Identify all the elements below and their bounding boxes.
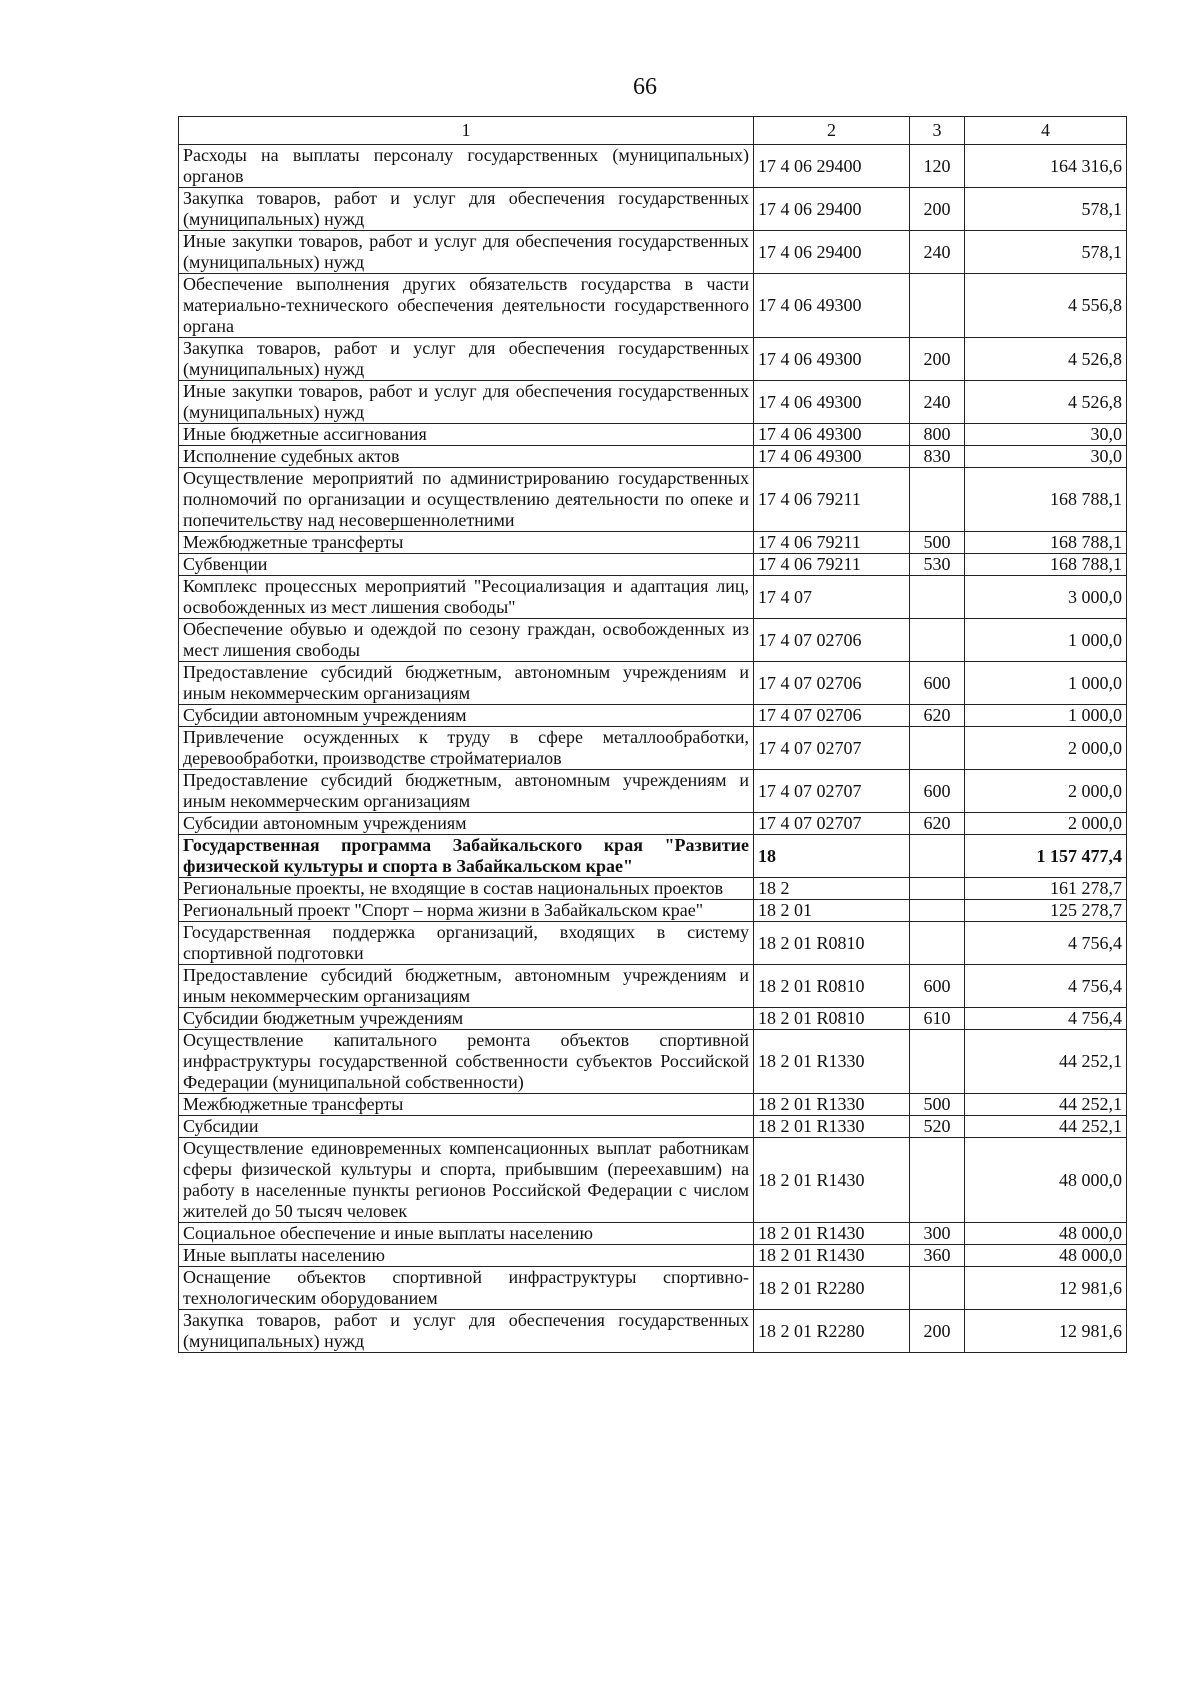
row-code: 17 4 06 79211 (754, 468, 910, 532)
row-expense-type (910, 468, 965, 532)
table-row (179, 468, 1127, 532)
row-expense-type: 620 (910, 705, 965, 727)
row-code: 17 4 07 02707 (754, 770, 910, 813)
table-row (179, 231, 1127, 274)
row-code: 17 4 07 02707 (754, 813, 910, 835)
row-amount: 44 252,1 (965, 1094, 1127, 1116)
row-amount: 44 252,1 (965, 1030, 1127, 1094)
row-amount: 4 556,8 (965, 274, 1127, 338)
budget-table (178, 116, 1127, 1353)
row-expense-type (910, 922, 965, 965)
row-amount: 2 000,0 (965, 727, 1127, 770)
row-amount: 3 000,0 (965, 576, 1127, 619)
row-amount: 168 788,1 (965, 554, 1127, 576)
row-amount: 4 756,4 (965, 1008, 1127, 1030)
table-row (179, 1116, 1127, 1138)
table-row (179, 1223, 1127, 1245)
table-row (179, 727, 1127, 770)
row-code: 17 4 06 29400 (754, 188, 910, 231)
row-name: Обеспечение обувью и одеждой по сезону граждан, освобожденных из мест лишения свободы (179, 619, 754, 662)
row-code: 18 2 01 R1430 (754, 1138, 910, 1223)
row-code: 18 2 01 R0810 (754, 1008, 910, 1030)
table-row (179, 446, 1127, 468)
table-row (179, 338, 1127, 381)
row-amount: 4 756,4 (965, 922, 1127, 965)
row-amount: 1 000,0 (965, 705, 1127, 727)
table-row (179, 274, 1127, 338)
table-header-row (179, 117, 1127, 145)
row-code: 18 2 01 R2280 (754, 1267, 910, 1310)
row-expense-type: 610 (910, 1008, 965, 1030)
header-col-4: 4 (965, 117, 1127, 145)
row-name: Расходы на выплаты персоналу государственных (муниципальных) органов (179, 145, 754, 188)
row-expense-type (910, 1138, 965, 1223)
row-name: Осуществление единовременных компенсационных выплат работникам сферы физической культуры и спорта, прибывшим (переехавшим) на работу в населенные пункты регионов Российской Федерации с числом жителей до 50 тысяч человек (179, 1138, 754, 1223)
row-name: Иные закупки товаров, работ и услуг для обеспечения государственных (муниципальных) нужд (179, 231, 754, 274)
row-expense-type: 830 (910, 446, 965, 468)
row-code: 18 2 01 R1330 (754, 1116, 910, 1138)
row-code: 17 4 06 49300 (754, 446, 910, 468)
row-code: 17 4 06 79211 (754, 532, 910, 554)
row-name: Комплекс процессных мероприятий "Ресоциализация и адаптация лиц, освобожденных из мест лишения свободы" (179, 576, 754, 619)
row-code: 17 4 06 49300 (754, 338, 910, 381)
row-name: Предоставление субсидий бюджетным, автономным учреждениям и иным некоммерческим организациям (179, 965, 754, 1008)
row-code: 17 4 06 49300 (754, 274, 910, 338)
row-expense-type: 600 (910, 965, 965, 1008)
row-code: 17 4 06 49300 (754, 381, 910, 424)
row-name: Иные закупки товаров, работ и услуг для обеспечения государственных (муниципальных) нужд (179, 381, 754, 424)
row-amount: 4 756,4 (965, 965, 1127, 1008)
row-name: Оснащение объектов спортивной инфраструктуры спортивно-технологическим оборудованием (179, 1267, 754, 1310)
row-amount: 44 252,1 (965, 1116, 1127, 1138)
header-col-1: 1 (179, 117, 754, 145)
table-row (179, 424, 1127, 446)
table-row (179, 813, 1127, 835)
table-row (179, 835, 1127, 878)
row-name: Иные бюджетные ассигнования (179, 424, 754, 446)
table-row (179, 145, 1127, 188)
row-expense-type: 600 (910, 662, 965, 705)
table-row (179, 900, 1127, 922)
row-code: 18 2 (754, 878, 910, 900)
row-code: 18 2 01 R1430 (754, 1245, 910, 1267)
row-expense-type: 120 (910, 145, 965, 188)
row-name: Государственная поддержка организаций, входящих в систему спортивной подготовки (179, 922, 754, 965)
table-row (179, 922, 1127, 965)
row-name: Закупка товаров, работ и услуг для обеспечения государственных (муниципальных) нужд (179, 1310, 754, 1353)
table-row (179, 1245, 1127, 1267)
row-expense-type: 200 (910, 338, 965, 381)
row-name: Региональный проект "Спорт – норма жизни в Забайкальском крае" (179, 900, 754, 922)
row-expense-type: 360 (910, 1245, 965, 1267)
header-col-3: 3 (910, 117, 965, 145)
row-name: Закупка товаров, работ и услуг для обеспечения государственных (муниципальных) нужд (179, 188, 754, 231)
page-number: 66 (633, 74, 657, 100)
row-amount: 168 788,1 (965, 532, 1127, 554)
row-expense-type: 300 (910, 1223, 965, 1245)
row-code: 18 (754, 835, 910, 878)
row-expense-type: 240 (910, 231, 965, 274)
row-amount: 1 157 477,4 (965, 835, 1127, 878)
row-name: Иные выплаты населению (179, 1245, 754, 1267)
row-code: 17 4 07 02707 (754, 727, 910, 770)
row-name: Межбюджетные трансферты (179, 1094, 754, 1116)
row-amount: 30,0 (965, 446, 1127, 468)
table-row (179, 1094, 1127, 1116)
row-amount: 4 526,8 (965, 381, 1127, 424)
row-code: 18 2 01 R1430 (754, 1223, 910, 1245)
row-amount: 125 278,7 (965, 900, 1127, 922)
row-code: 18 2 01 R2280 (754, 1310, 910, 1353)
table-row (179, 662, 1127, 705)
row-name: Обеспечение выполнения других обязательств государства в части материально-технического обеспечения деятельности государственного органа (179, 274, 754, 338)
row-amount: 1 000,0 (965, 662, 1127, 705)
row-expense-type (910, 835, 965, 878)
row-name: Государственная программа Забайкальского края "Развитие физической культуры и спорта в Забайкальском крае" (179, 835, 754, 878)
row-name: Исполнение судебных актов (179, 446, 754, 468)
row-amount: 12 981,6 (965, 1310, 1127, 1353)
table-row (179, 770, 1127, 813)
row-amount: 48 000,0 (965, 1138, 1127, 1223)
table-row (179, 188, 1127, 231)
row-expense-type (910, 1267, 965, 1310)
table-row (179, 878, 1127, 900)
row-name: Предоставление субсидий бюджетным, автономным учреждениям и иным некоммерческим организациям (179, 662, 754, 705)
row-amount: 161 278,7 (965, 878, 1127, 900)
row-amount: 2 000,0 (965, 813, 1127, 835)
row-expense-type: 240 (910, 381, 965, 424)
row-expense-type (910, 878, 965, 900)
table-row (179, 705, 1127, 727)
row-expense-type: 500 (910, 1094, 965, 1116)
row-name: Осуществление мероприятий по администрированию государственных полномочий по организации и осуществлению деятельности по опеке и попечительству над несовершеннолетними (179, 468, 754, 532)
row-expense-type: 620 (910, 813, 965, 835)
row-expense-type: 500 (910, 532, 965, 554)
table-row (179, 381, 1127, 424)
table-row (179, 1030, 1127, 1094)
row-amount: 164 316,6 (965, 145, 1127, 188)
row-code: 18 2 01 R1330 (754, 1030, 910, 1094)
row-name: Привлечение осужденных к труду в сфере металлообработки, деревообработки, производстве стройматериалов (179, 727, 754, 770)
row-expense-type: 200 (910, 188, 965, 231)
row-expense-type (910, 619, 965, 662)
row-amount: 578,1 (965, 188, 1127, 231)
header-col-2: 2 (754, 117, 910, 145)
row-name: Предоставление субсидий бюджетным, автономным учреждениям и иным некоммерческим организациям (179, 770, 754, 813)
row-amount: 48 000,0 (965, 1223, 1127, 1245)
row-amount: 48 000,0 (965, 1245, 1127, 1267)
row-code: 18 2 01 R0810 (754, 922, 910, 965)
table-row (179, 576, 1127, 619)
row-amount: 1 000,0 (965, 619, 1127, 662)
row-amount: 168 788,1 (965, 468, 1127, 532)
table-row (179, 1310, 1127, 1353)
row-name: Субсидии бюджетным учреждениям (179, 1008, 754, 1030)
row-name: Субсидии (179, 1116, 754, 1138)
row-code: 17 4 07 02706 (754, 662, 910, 705)
table-row (179, 532, 1127, 554)
row-name: Осуществление капитального ремонта объектов спортивной инфраструктуры государственной собственности субъектов Российской Федерации (муниципальной собственности) (179, 1030, 754, 1094)
table-body (179, 145, 1127, 1353)
row-expense-type (910, 900, 965, 922)
table-row (179, 619, 1127, 662)
row-expense-type (910, 727, 965, 770)
row-amount: 12 981,6 (965, 1267, 1127, 1310)
table-row (179, 554, 1127, 576)
row-name: Социальное обеспечение и иные выплаты населению (179, 1223, 754, 1245)
row-code: 17 4 07 02706 (754, 619, 910, 662)
row-expense-type (910, 1030, 965, 1094)
row-name: Региональные проекты, не входящие в состав национальных проектов (179, 878, 754, 900)
row-amount: 4 526,8 (965, 338, 1127, 381)
row-expense-type: 200 (910, 1310, 965, 1353)
table-row (179, 1267, 1127, 1310)
row-expense-type: 600 (910, 770, 965, 813)
row-name: Субвенции (179, 554, 754, 576)
table-row (179, 1138, 1127, 1223)
row-expense-type: 530 (910, 554, 965, 576)
row-name: Межбюджетные трансферты (179, 532, 754, 554)
row-name: Закупка товаров, работ и услуг для обеспечения государственных (муниципальных) нужд (179, 338, 754, 381)
table-row (179, 965, 1127, 1008)
row-amount: 578,1 (965, 231, 1127, 274)
row-code: 17 4 06 49300 (754, 424, 910, 446)
row-code: 17 4 06 79211 (754, 554, 910, 576)
table-row (179, 1008, 1127, 1030)
row-expense-type (910, 274, 965, 338)
row-name: Субсидии автономным учреждениям (179, 813, 754, 835)
row-amount: 2 000,0 (965, 770, 1127, 813)
row-name: Субсидии автономным учреждениям (179, 705, 754, 727)
row-code: 18 2 01 (754, 900, 910, 922)
row-expense-type: 520 (910, 1116, 965, 1138)
row-amount: 30,0 (965, 424, 1127, 446)
row-code: 18 2 01 R1330 (754, 1094, 910, 1116)
row-code: 18 2 01 R0810 (754, 965, 910, 1008)
row-code: 17 4 07 02706 (754, 705, 910, 727)
row-expense-type: 800 (910, 424, 965, 446)
row-code: 17 4 06 29400 (754, 231, 910, 274)
row-expense-type (910, 576, 965, 619)
row-code: 17 4 07 (754, 576, 910, 619)
row-code: 17 4 06 29400 (754, 145, 910, 188)
